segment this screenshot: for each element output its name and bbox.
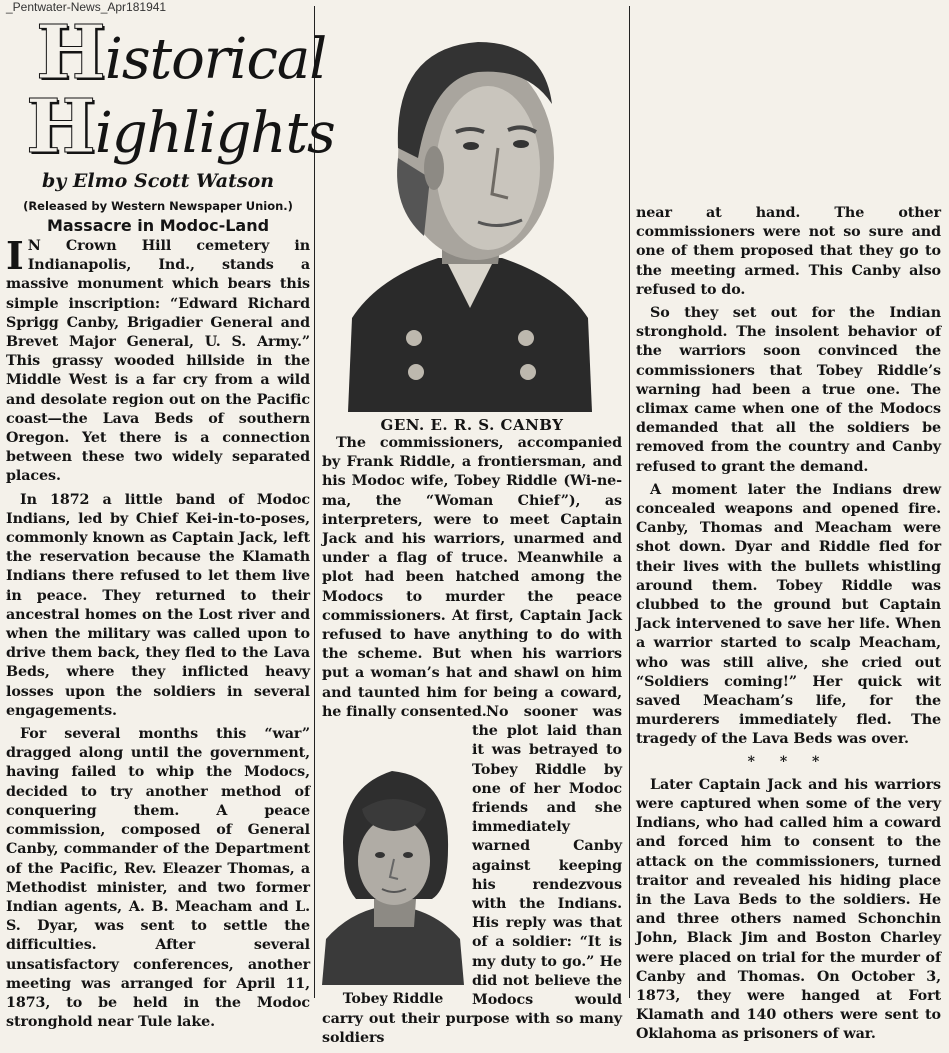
column-1 <box>6 0 335 1031</box>
masthead-line-1 <box>36 10 327 96</box>
drop-cap: I <box>6 233 24 278</box>
masthead-word: istorical <box>104 27 327 92</box>
tobey-riddle-portrait-image <box>322 749 464 985</box>
paragraph: A moment later the Indians drew concealed weapons and opened fire. Canby, Thomas and Meacham were shot down. Dyar and Riddle fled for their lives with the bullets whistling around them. Tobey Riddle was clubbed to the ground but Captain Jack intervened to save her life. When a warrior started to scalp Meacham, who was still alive, she cried out “Soldiers coming!” Her quick wit saved Meacham’s life, for the murderers immediately fled. The tragedy of the Lava Beds was over. <box>636 481 941 748</box>
masthead-word: ighlights <box>94 101 335 166</box>
paragraph: In 1872 a little band of Modoc Indians, led by Chief Kei-in-to-poses, commonly known as Captain Jack, left the reservation because the Klamath Indians there refused to let them live in peace. They returned to their ancestral homes on the Lost river and when the military was called upon to drive them back, they fled to the Lava Beds, where they inflicted heavy losses upon the soldiers in several engagements. <box>6 491 310 719</box>
paragraph: near at hand. The other commissioners were not so sure and one of them proposed that they go to the meeting armed. This Canby also refused to do. <box>636 205 941 298</box>
paragraph-text: N Crown Hill cemetery in Indianapolis, Ind., stands a massive monument which bears this simple inscription: “Edward Richard Sprigg Canby, Brigadier General and Brevet Major General, U. S. Army.” This grassy wooded hillside in the Middle West is a far cry from a wild and desolate region out on the Pacific coast—the Lava Beds of southern Oregon. Yet there is a connection between these two widely separated places. <box>6 238 310 485</box>
paragraph: Later Captain Jack and his warriors were captured when some of the very Indians, who had called him a coward and forced him to consent to the attack on the commissioners, turned traitor and revealed his hiding place in the Lava Beds to the soldiers. He and three others named Schonchin John, Black Jim and Boston Charley were placed on trial for the murder of Canby and Thomas. On October 3, 1873, they were hanged at Fort Klamath and 140 others were sent to Oklahoma as prisoners of war. <box>636 776 941 1043</box>
canby-caption: GEN. E. R. S. CANBY <box>380 416 564 434</box>
paragraph: No sooner was the plot laid than it was betrayed to Tobey Riddle by one of her Modoc friends and she immediately warned Canby against keeping his rendezvous with the Indians. His reply was that of a soldier: “It is my duty to go.” He did not believe the Modocs would carry out their purpose with so many soldiers <box>322 704 622 1047</box>
release-note: (Released by Western Newspaper Union.) <box>23 199 293 213</box>
canby-portrait-image <box>338 8 602 412</box>
column-rule <box>629 6 630 998</box>
paragraph <box>6 233 310 487</box>
article-body-col1 <box>6 233 310 1036</box>
paragraph: For several months this “war” dragged along until the government, having failed to whip the Modocs, decided to try another method of conquering them. A peace commission, composed of General Canby, commander of the Department of the Pacific, Rev. Eleazer Thomas, a Methodist minister, and two former Indian agents, A. B. Meacham and L. S. Dyar, was sent to settle the difficulties. After several unsatisfactory conferences, another meeting was arranged for April 11, 1873, to be held in the Modoc stronghold near Tule lake. <box>6 726 310 1031</box>
masthead-line-2 <box>26 84 335 170</box>
article-body-col2 <box>322 434 622 726</box>
masthead-initial: H <box>26 84 95 170</box>
paragraph: So they set out for the Indian stronghold. The insolent behavior of the warriors soon convinced the commissioners that Tobey Riddle’s warning had been a true one. The climax came when one of the Modocs demanded that all the soldiers be removed from the country and Canby refused to grant the demand. <box>636 305 941 475</box>
article-body-col2-lower <box>322 703 622 1053</box>
source-label: _Pentwater-News_Apr181941 <box>6 0 167 14</box>
tobey-figure <box>322 749 464 1009</box>
column-2 <box>322 0 622 1047</box>
section-separator: * * * <box>747 753 830 770</box>
article-body-col3 <box>636 204 941 1049</box>
tobey-caption: Tobey Riddle <box>342 991 444 1007</box>
byline: by Elmo Scott Watson <box>41 170 275 192</box>
masthead <box>26 10 335 170</box>
column-3 <box>636 0 941 1043</box>
article-headline: Massacre in Modoc-Land <box>46 216 270 235</box>
masthead-initial: H <box>36 10 105 96</box>
paragraph: The commissioners, accompanied by Frank Riddle, a frontiersman, and his Modoc wife, Tobey Riddle (Wi-ne-ma, the “Woman Chief”), as interpreters, were to meet Captain Jack and his warriors, unarmed and under a flag of truce. Meanwhile a plot had been hatched among the Modocs to murder the peace commissioners. At first, Captain Jack refused to have anything to do with the scheme. But when his warriors put a woman’s hat and shawl on him and taunted him for being a coward, he finally consented. <box>322 435 622 720</box>
